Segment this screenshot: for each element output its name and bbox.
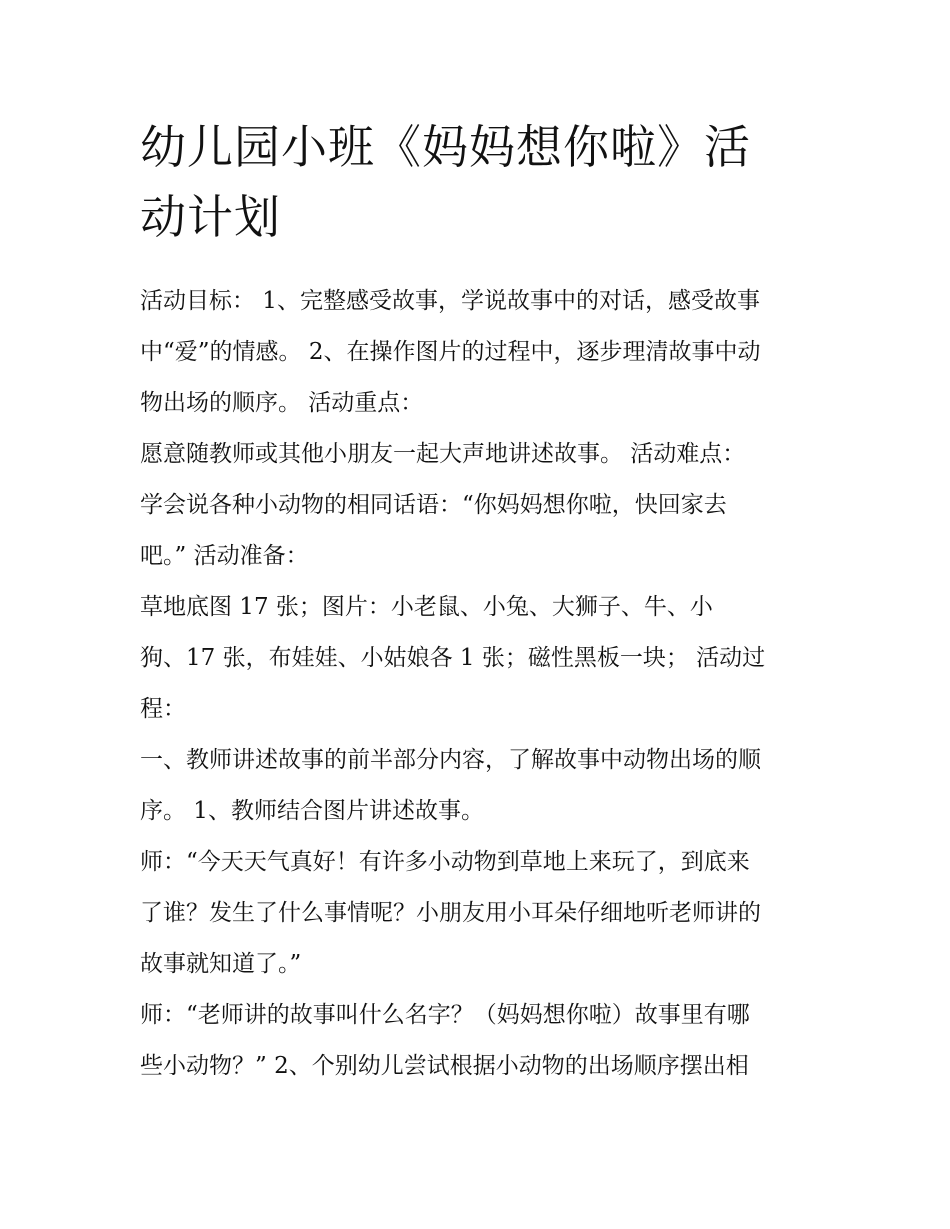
body-line: 故事就知道了。”: [140, 951, 302, 977]
title-line: 动计划: [140, 190, 281, 244]
body-line: 学会说各种小动物的相同话语：“你妈妈想你啦，快回家去: [140, 492, 727, 518]
body-line: 吧。” 活动准备：: [140, 543, 309, 569]
body-line: 序。 1、教师结合图片讲述故事。: [140, 798, 484, 824]
title-line: 幼儿园小班《妈妈想你啦》活: [140, 120, 751, 174]
body-line: 狗、17 张，布娃娃、小姑娘各 1 张；磁性黑板一块； 活动过: [140, 645, 766, 671]
body-line: 程：: [140, 696, 186, 722]
body-line: 师：“今天天气真好！有许多小动物到草地上来玩了，到底来: [140, 849, 750, 875]
body-line: 师：“老师讲的故事叫什么名字？（妈妈想你啦）故事里有哪: [140, 1002, 750, 1028]
body-line: 些小动物？” 2、个别幼儿尝试根据小动物的出场顺序摆出相: [140, 1053, 749, 1079]
document-body: [140, 276, 840, 1092]
body-line: 愿意随教师或其他小朋友一起大声地讲述故事。 活动难点：: [140, 441, 746, 467]
document-title: [140, 112, 830, 252]
body-line: 一、教师讲述故事的前半部分内容，了解故事中动物出场的顺: [140, 747, 761, 773]
body-line: 物出场的顺序。 活动重点：: [140, 390, 424, 416]
body-line: 中“爱”的情感。 2、在操作图片的过程中，逐步理清故事中动: [140, 339, 761, 365]
body-line: 草地底图 17 张；图片：小老鼠、小兔、大狮子、牛、小: [140, 594, 713, 620]
body-line: 了谁？发生了什么事情呢？小朋友用小耳朵仔细地听老师讲的: [140, 900, 761, 926]
body-line: 活动目标： 1、完整感受故事，学说故事中的对话，感受故事: [140, 288, 760, 314]
